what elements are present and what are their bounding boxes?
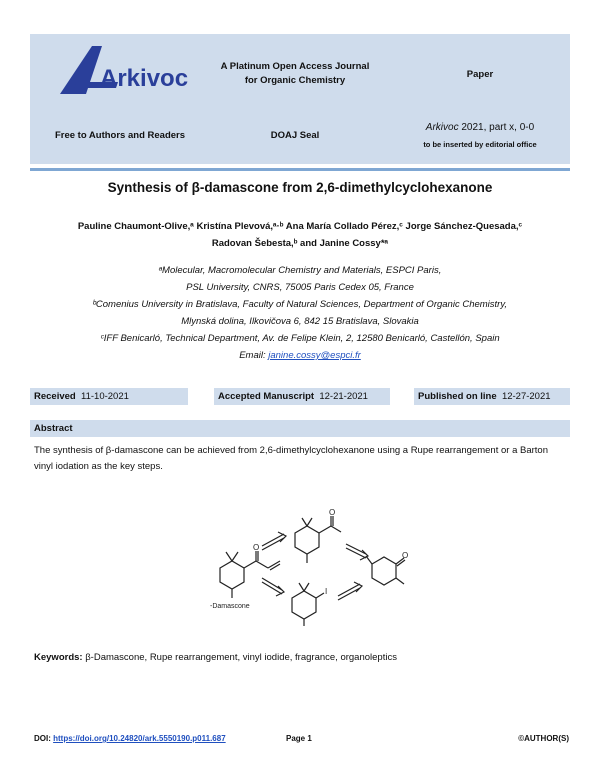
abstract-text: The synthesis of β-damascone can be achieved from 2,6-dimethylcyclohexanone using a Rupe rearrangement or a Barton vinyl iodation as the key steps. [34,445,548,472]
email-link[interactable]: janine.cossy@espci.fr [268,350,361,361]
page-footer: DOI: https://doi.org/10.24820/ark.5550190.p011.687 Page 1 ©AUTHOR(S) [34,734,569,743]
reaction-scheme [200,508,420,628]
published-date: Published on line 12-27-2021 [414,388,570,405]
arkivoc-logo [50,42,210,112]
paper-title: Synthesis of β-damascone from 2,6-dimethylcyclohexanone [107,180,493,195]
editorial-note: to be inserted by editorial office [423,140,537,149]
damascone-structure [220,551,280,598]
accepted-date: Accepted Manuscript 12-21-2021 [214,388,390,405]
rupe-intermediate-structure [295,516,341,563]
arrow-to-ketone-top [346,544,368,560]
affiliations: ᵃMolecular, Macromolecular Chemistry and Materials, ESPCI Paris, PSL University, CNRS, 75005 Paris Cedex 05, France ᵇComenius University in Bratislava, Faculty of Natural Sciences, Department of Organic Chemistry, Mlynská dolina, Ilkovičova 6, 842 15 Bratislava, Slovakia ᶜIFF Benicarló, Technical Department, Av. de Felipe Klein, 2, 12580 Benicarló, Castellón, Spain Email: janine.cossy@espci.fr [92,265,508,361]
svg-text:I: I [325,587,328,596]
doi-link[interactable]: https://doi.org/10.24820/ark.5550190.p011.687 [53,734,226,743]
scheme-label: -Damascone [210,603,250,610]
date-bar [30,388,570,405]
keywords: Keywords: β-Damascone, Rupe rearrangement, vinyl iodide, fragrance, organoleptics [34,652,397,663]
svg-text:O: O [402,551,409,560]
header-divider [30,168,570,171]
arrow-down-right [262,578,284,596]
vinyl-iodide-structure [292,583,324,626]
svg-text:O: O [253,543,260,552]
dimethylcyclohexanone-structure [366,556,405,585]
journal-description: A Platinum Open Access Journal for Organic Chemistry [220,61,370,86]
page-number: Page 1 [286,734,312,743]
received-date: Received 11-10-2021 [30,388,188,405]
svg-text:O: O [329,508,336,517]
author-list: Pauline Chaumont-Olive,ᵃ Kristína Plevová,ᵃ·ᵇ Ana María Collado Pérez,ᶜ Jorge Sánchez-Quesada,ᶜ Radovan Šebesta,ᵇ and Janine Cossy*ᵃ [77,221,523,249]
copyright: ©AUTHOR(S) [518,734,569,743]
article-type: Paper [466,69,494,80]
citation: Arkivoc 2021, part x, 0-0 [425,122,535,133]
doaj-seal: DOAJ Seal [270,130,320,141]
arrow-to-ketone-bottom [338,582,362,600]
journal-header [30,34,570,164]
abstract-heading: Abstract [30,420,570,437]
svg-text:Arkivoc: Arkivoc [100,65,189,92]
free-access-note: Free to Authors and Readers [54,130,186,141]
arrow-up-right [262,532,286,550]
